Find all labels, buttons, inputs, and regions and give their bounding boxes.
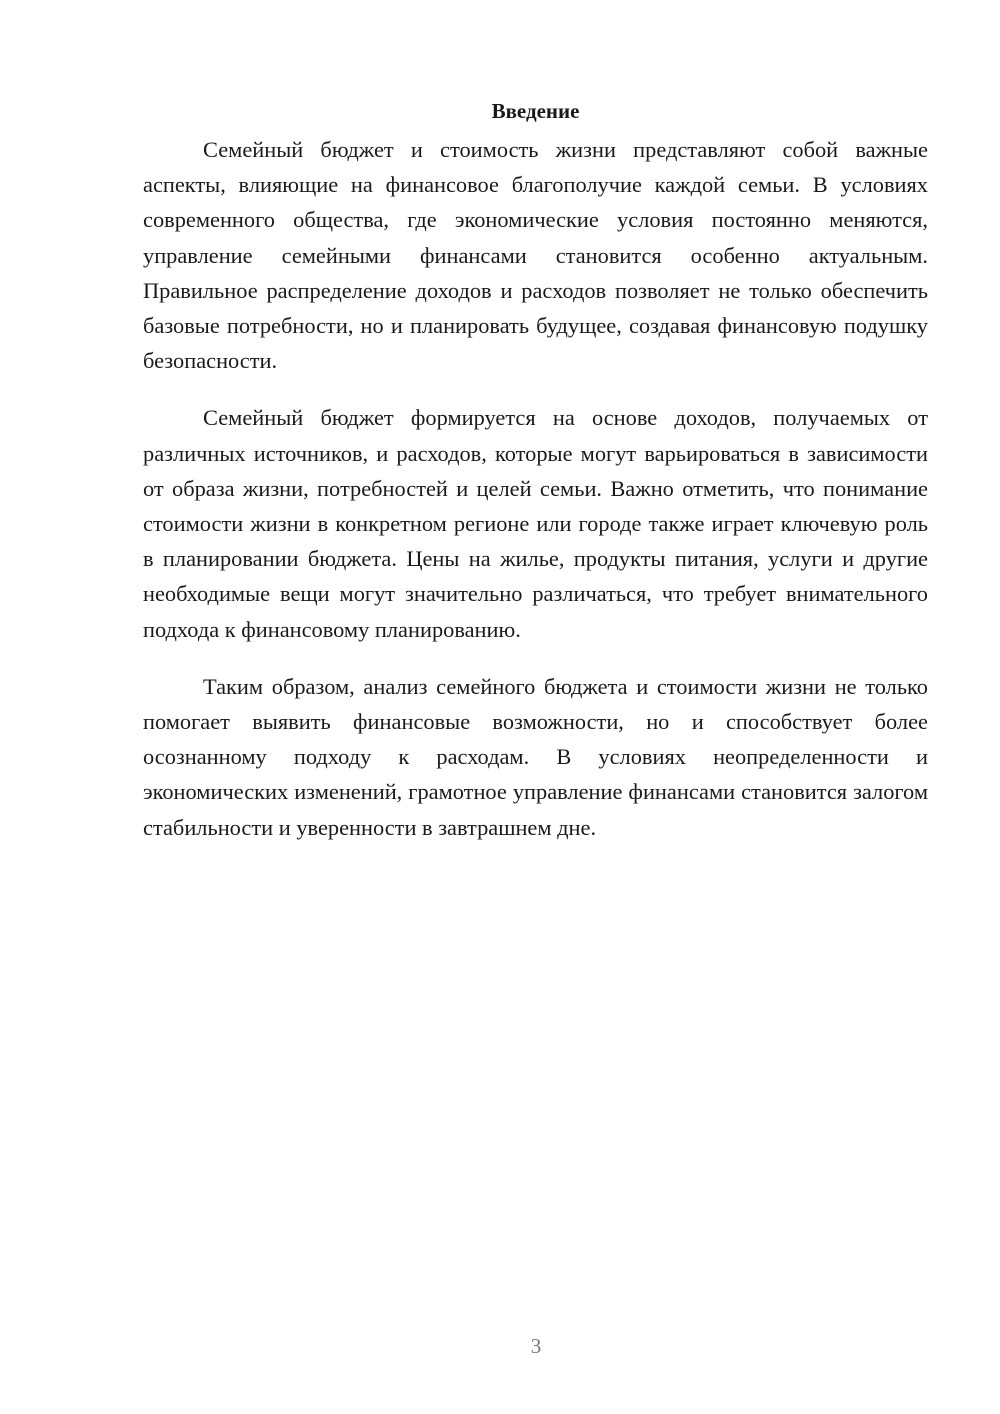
page-number-text: 3	[530, 1334, 542, 1358]
paragraph-3: Таким образом, анализ семейного бюджета и стоимости жизни не только помогает выявить финансовые возможности, но и способствует более осознанному подходу к расходам. В условиях неопределенности и экономических изменений, грамотное управление финансами становится залогом стабильности и уверенности в завтрашнем дне.	[143, 673, 928, 840]
page-body	[143, 96, 928, 867]
paragraph-2: Семейный бюджет формируется на основе доходов, получаемых от различных источников, и расходов, которые могут варьироваться в зависимости от образа жизни, потребностей и целей семьи. Важно отметить, что понимание стоимости жизни в конкретном регионе или городе также играет ключевую роль в планировании бюджета. Цены на жилье, продукты питания, услуги и другие необходимые вещи могут значительно различаться, что требует внимательного подхода к финансовому планированию.	[143, 405, 928, 642]
page-number	[0, 1333, 1000, 1359]
paragraph-1: Семейный бюджет и стоимость жизни представляют собой важные аспекты, влияющие на финансовое благополучие каждой семьи. В условиях современного общества, где экономические условия постоянно меняются, управление семейными финансами становится особенно актуальным. Правильное распределение доходов и расходов позволяет не только обеспечить базовые потребности, но и планировать будущее, создавая финансовую подушку безопасности.	[143, 137, 928, 374]
page-title: Введение	[491, 99, 580, 123]
